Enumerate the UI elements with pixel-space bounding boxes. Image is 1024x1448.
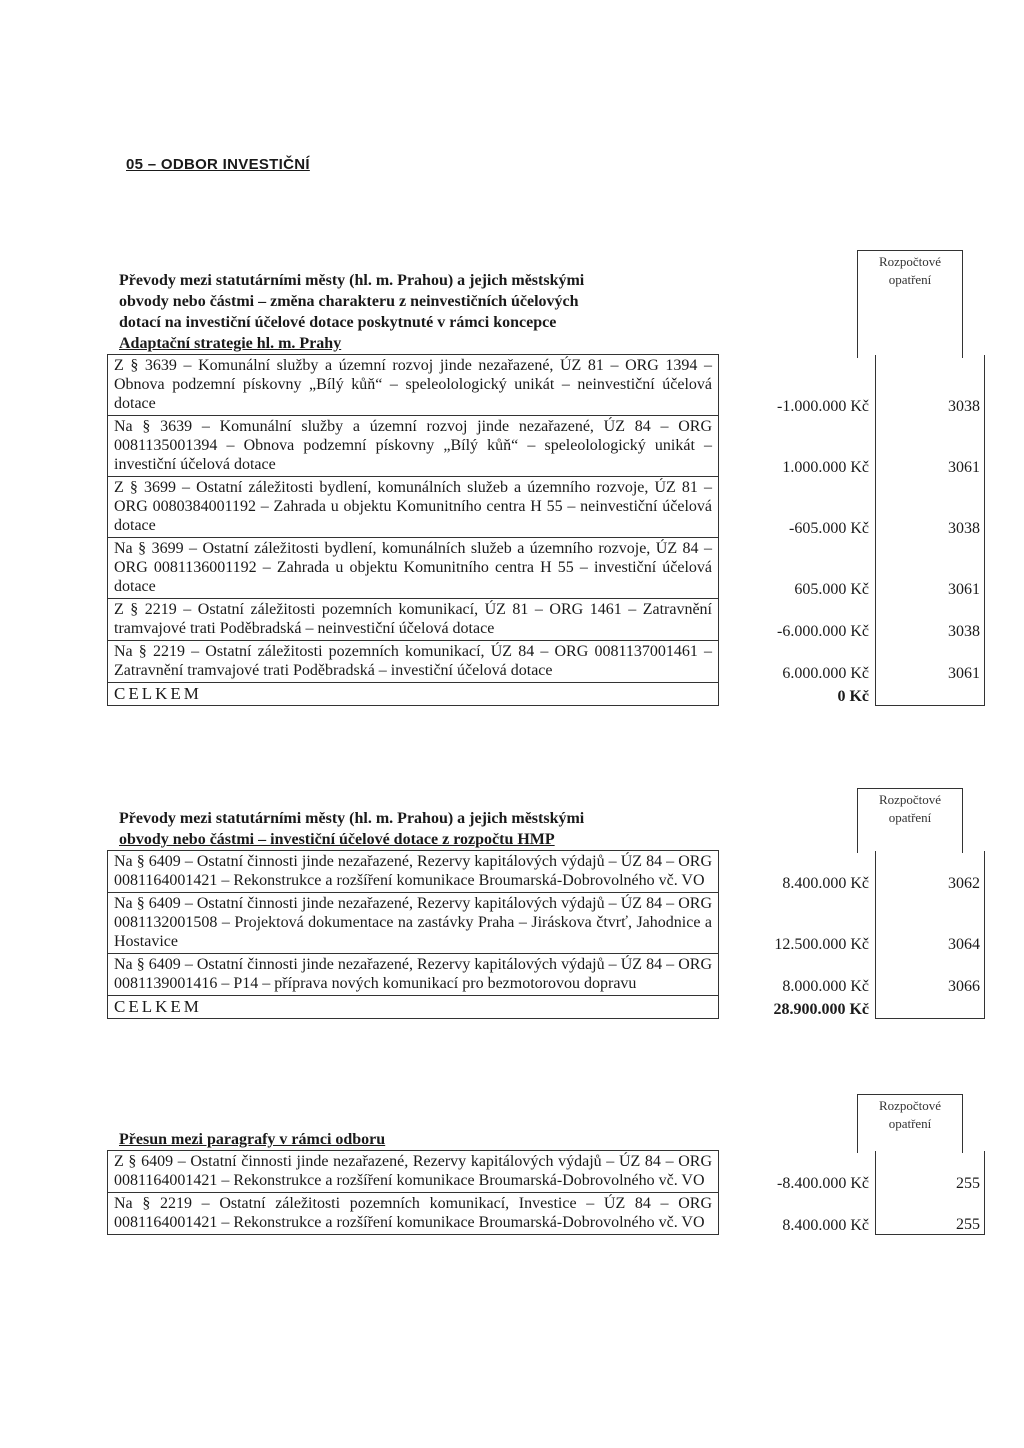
row-description: Na § 6409 – Ostatní činnosti jinde nezařazené, Rezervy kapitálových výdajů – ÚZ 84 – ORG 0081139001416 – P14 – příprava nových komunikací pro bezmotorovou dopravu	[108, 954, 719, 996]
paragraph-transfer-table	[107, 1150, 985, 1235]
total-amount: 0 Kč	[837, 687, 869, 705]
row-description: Na § 3699 – Ostatní záležitosti bydlení, komunálních služeb a územního rozvoje, ÚZ 84 – ORG 0081136001192 – Zahrada u objektu Komunitního centra H 55 – investiční účelová dotace	[108, 538, 719, 599]
row-amount: -605.000 Kč	[789, 519, 869, 537]
row-rozp: 3061	[876, 416, 985, 477]
table-row	[108, 355, 985, 416]
table-row	[108, 477, 985, 538]
heading-line: Adaptační strategie hl. m. Prahy	[119, 335, 342, 352]
table-row	[108, 851, 985, 893]
section-heading	[119, 250, 709, 354]
row-amount: 12.500.000 Kč	[774, 935, 869, 953]
row-rozp: 3038	[876, 599, 985, 641]
table-row	[108, 1151, 985, 1193]
row-amount: 8.400.000 Kč	[782, 874, 869, 892]
heading-line: Přesun mezi paragrafy v rámci odboru	[119, 1131, 386, 1148]
total-amount: 28.900.000 Kč	[773, 1000, 869, 1018]
row-description: Na § 6409 – Ostatní činnosti jinde nezařazené, Rezervy kapitálových výdajů – ÚZ 84 – ORG 0081132001508 – Projektová dokumentace na zastávky Praha – Jiráskova čtvrť, Jahodnice a Hostavice	[108, 893, 719, 954]
row-rozp: 255	[876, 1151, 985, 1193]
row-amount: 605.000 Kč	[794, 580, 869, 598]
rozp-header: Rozpočtové opatření	[857, 250, 963, 358]
section-heading	[119, 1094, 709, 1150]
heading-line: obvody nebo částmi – investiční účelové dotace z rozpočtu HMP	[119, 831, 555, 848]
row-description: Na § 2219 – Ostatní záležitosti pozemních komunikací, ÚZ 84 – ORG 0081137001461 – Zatravnění tramvajové trati Poděbradská – investiční účelová dotace	[108, 641, 719, 683]
row-description: Na § 2219 – Ostatní záležitosti pozemních komunikací, Investice – ÚZ 84 – ORG 0081164001421 – Rekonstrukce a rozšíření komunikace Broumarská-Dobrovolného vč. VO	[108, 1193, 719, 1235]
row-amount: -8.400.000 Kč	[777, 1174, 869, 1192]
row-rozp: 255	[876, 1193, 985, 1235]
row-amount: 8.000.000 Kč	[782, 977, 869, 995]
row-description: Z § 3699 – Ostatní záležitosti bydlení, komunálních služeb a územního rozvoje, ÚZ 81 – ORG 0080384001192 – Zahrada u objektu Komunitního centra H 55 – neinvestiční účelová dotace	[108, 477, 719, 538]
heading-line: Převody mezi statutárními městy (hl. m. Prahou) a jejich městskými	[119, 272, 585, 289]
section-hmp-investment	[107, 788, 980, 1019]
transfer-table	[107, 354, 985, 706]
row-rozp: 3064	[876, 893, 985, 954]
row-rozp: 3061	[876, 538, 985, 599]
row-description: Z § 6409 – Ostatní činnosti jinde nezařazené, Rezervy kapitálových výdajů – ÚZ 84 – ORG 0081164001421 – Rekonstrukce a rozšíření komunikace Broumarská-Dobrovolného vč. VO	[108, 1151, 719, 1193]
heading-line: dotací na investiční účelové dotace poskytnuté v rámci koncepce	[119, 314, 557, 331]
page-title: 05 – ODBOR INVESTIČNÍ	[126, 156, 310, 173]
table-row	[108, 599, 985, 641]
row-rozp: 3038	[876, 477, 985, 538]
row-description: Na § 6409 – Ostatní činnosti jinde nezařazené, Rezervy kapitálových výdajů – ÚZ 84 – ORG 0081164001421 – Rekonstrukce a rozšíření komunikace Broumarská-Dobrovolného vč. VO	[108, 851, 719, 893]
row-description: Z § 3639 – Komunální služby a územní rozvoj jinde nezařazené, ÚZ 81 – ORG 1394 – Obnova podzemní pískovny „Bílý kůň“ – speleolologický unikát – neinvestiční účelová dotace	[108, 355, 719, 416]
section-header	[107, 788, 963, 850]
row-rozp: 3061	[876, 641, 985, 683]
table-row	[108, 538, 985, 599]
row-rozp: 3062	[876, 851, 985, 893]
section-adaptation-transfers	[107, 250, 980, 706]
total-label: CELKEM	[108, 683, 719, 706]
heading-line: obvody nebo částmi – změna charakteru z neinvestičních účelových	[119, 293, 579, 310]
row-rozp: 3066	[876, 954, 985, 996]
section-header	[107, 250, 963, 354]
table-row	[108, 416, 985, 477]
row-description: Z § 2219 – Ostatní záležitosti pozemních komunikací, ÚZ 81 – ORG 1461 – Zatravnění tramvajové trati Poděbradská – neinvestiční účelová dotace	[108, 599, 719, 641]
total-label: CELKEM	[108, 996, 719, 1019]
total-row	[108, 996, 985, 1019]
heading-line: Převody mezi statutárními městy (hl. m. Prahou) a jejich městskými	[119, 810, 585, 827]
table-row	[108, 641, 985, 683]
rozp-header: Rozpočtové opatření	[857, 1094, 963, 1153]
table-row	[108, 954, 985, 996]
total-rozp	[876, 683, 985, 706]
total-rozp	[876, 996, 985, 1019]
section-header	[107, 1094, 963, 1150]
row-amount: -1.000.000 Kč	[777, 397, 869, 415]
row-amount: 6.000.000 Kč	[782, 664, 869, 682]
rozp-header: Rozpočtové opatření	[857, 788, 963, 853]
row-amount: -6.000.000 Kč	[777, 622, 869, 640]
investment-table	[107, 850, 985, 1019]
table-row	[108, 1193, 985, 1235]
row-amount: 8.400.000 Kč	[782, 1216, 869, 1234]
section-paragraph-transfer	[107, 1094, 980, 1235]
row-description: Na § 3639 – Komunální služby a územní rozvoj jinde nezařazené, ÚZ 84 – ORG 0081135001394 – Obnova podzemní pískovny „Bílý kůň“ – speleolologický unikát – investiční účelová dotace	[108, 416, 719, 477]
table-row	[108, 893, 985, 954]
row-rozp: 3038	[876, 355, 985, 416]
section-heading	[119, 788, 709, 850]
row-amount: 1.000.000 Kč	[782, 458, 869, 476]
total-row	[108, 683, 985, 706]
